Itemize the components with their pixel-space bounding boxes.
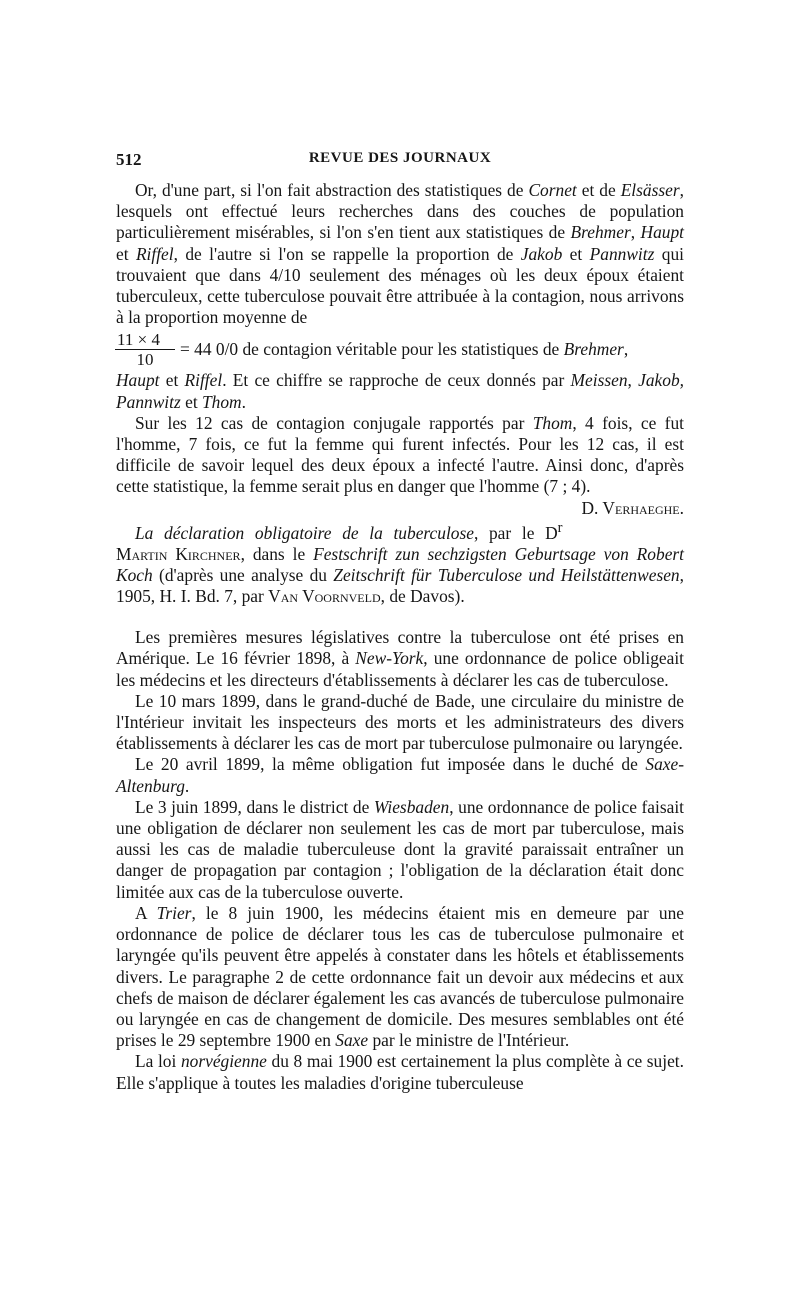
- author-name: Brehmer: [570, 222, 631, 243]
- text-run: . Et ce chiffre se rapproche de ceux donnés par: [222, 370, 571, 391]
- text-run: , une ordonnance de police faisait une obligation de déclarer non seulement les cas de mort par tuberculose, mais aussi les cas de maladie tuberculeuse dont la gravité paraissait entraîner un danger de propagation par contagion ; l'obligation de la déclaration était donc limitée aux cas de la tuberculose ouverte.: [116, 796, 684, 902]
- paragraph-wiesbaden: [116, 797, 684, 903]
- text-run: qui trouvaient que dans 4/10 seulement des ménages où les deux époux étaient tuberculeux, cette tuberculose pouvait être attribuée à la contagion, nous arrivons à la proportion moyenne de: [116, 243, 684, 328]
- text-run: La loi: [135, 1051, 181, 1072]
- author-name: Elsässer: [620, 180, 680, 200]
- place-name: New-York: [355, 648, 424, 669]
- author-name: Jakob: [520, 243, 563, 264]
- text-run: ,: [630, 222, 641, 243]
- article-heading: [116, 518, 684, 608]
- emphasis: norvégienne: [180, 1051, 267, 1072]
- text-run: , par le D: [473, 522, 558, 543]
- fraction-result-text: [180, 339, 628, 360]
- text-run: Sur les 12 cas de contagion conjugale rapportés par: [135, 412, 533, 433]
- text-run: Or, d'une part, si l'on fait abstraction des statistiques de: [135, 180, 529, 200]
- text-run: ,: [623, 338, 629, 359]
- text-run: , lesquels ont effectué leurs recherches dans des couches de population particulièrement misérables, si l'on s'en tient aux statistiques de: [116, 180, 684, 243]
- fraction-denominator: 10: [136, 349, 154, 369]
- text-run: ,: [627, 370, 639, 391]
- running-title: REVUE DES JOURNAUX: [308, 150, 492, 166]
- reviewer-signature: D. Verhaeghe.: [581, 497, 684, 518]
- text-run: (d'après une analyse du: [152, 564, 334, 585]
- text-run: Les premières mesures législatives contre la tuberculose ont été prises en Amérique. Le 16 février 1898, à: [116, 627, 684, 669]
- text-run: A: [135, 902, 157, 923]
- fraction-numerator: 11 × 4: [115, 330, 175, 350]
- text-run: et: [180, 391, 202, 412]
- text-run: .: [241, 391, 246, 412]
- source-title: Festschrift zun sechzigsten Geburtsage von Robert Koch: [116, 543, 685, 585]
- paragraph-america: [116, 627, 684, 691]
- text-run: , 4 fois, ce fut l'homme, 7 fois, ce fut la femme qui furent infectés. Pour les 12 cas, il est difficile de savoir lequel des deux époux a infecté l'autre. Ainsi donc, d'après cette statistique, la femme serait plus en danger que l'homme (7 ; 4).: [116, 412, 684, 497]
- text-run: , le 8 juin 1900, les médecins étaient mis en demeure par une ordonnance de police de déclarer tous les cas de tuberculose pulmonaire et laryngée qu'ils peuvent être appelés à constater dans les hôtels et établissements divers. Le paragraphe 2 de cette ordonnance fait un devoir aux médecins et aux chefs de maison de déclarer également les cas avancés de tuberculose pulmonaire ou laryngée en cas de changement de domicile. Des mesures semblables ont été prises le 29 septembre 1900 en: [116, 902, 684, 1051]
- author-name: Haupt: [116, 370, 160, 391]
- author-name: Cornet: [528, 180, 577, 200]
- text-run: et: [116, 243, 136, 264]
- article-author: Martin Kirchner: [116, 543, 241, 564]
- place-name: Wiesbaden: [373, 796, 450, 817]
- place-name: Trier: [156, 902, 192, 923]
- author-name: Brehmer: [563, 338, 624, 359]
- analyst-name: Van Voornveld: [268, 586, 381, 607]
- text-run: , de Davos).: [380, 586, 465, 607]
- text-run: Le 20 avril 1899, la même obligation fut imposée dans le duché de: [135, 754, 646, 775]
- author-name: Jakob, Pannwitz: [116, 370, 685, 412]
- paragraph-continuation: [116, 370, 684, 412]
- text-run: par le ministre de l'Intérieur.: [368, 1030, 570, 1051]
- text-run: et: [159, 370, 185, 391]
- text-run: .: [184, 775, 190, 796]
- place-name: Saxe: [335, 1030, 369, 1051]
- text-run: , dans le: [240, 543, 314, 564]
- running-header: [116, 150, 684, 176]
- author-name: Riffel: [184, 370, 223, 391]
- paragraph-contagion-statistics: [116, 180, 684, 328]
- text-run: Le 3 juin 1899, dans le district de: [135, 796, 374, 817]
- paragraph-bade: Le 10 mars 1899, dans le grand-duché de Bade, une circulaire du ministre de l'Intérieur invitait les inspecteurs des morts et les administrateurs des divers établissements à déclarer les cas de mort par tuberculose pulmonaire ou laryngée.: [116, 690, 684, 754]
- author-name: Haupt: [640, 222, 684, 243]
- place-name: Saxe-Altenburg: [116, 754, 684, 796]
- text-run: , 1905, H. I. Bd. 7, par: [116, 564, 684, 607]
- author-name: Riffel: [135, 243, 174, 264]
- text-run: et de: [576, 180, 621, 200]
- author-name: Pannwitz: [589, 243, 655, 264]
- paragraph-conjugal-contagion: [116, 412, 684, 518]
- text-run: r: [557, 519, 563, 536]
- text-run: , de l'autre si l'on se rappelle la proportion de: [173, 243, 521, 264]
- fraction: [116, 330, 174, 369]
- text-run: du 8 mai 1900 est certainement la plus complète à ce sujet. Elle s'applique à toutes les maladies d'origine tuberculeuse: [116, 1051, 684, 1093]
- paragraph-norway: [116, 1051, 684, 1093]
- paragraph-saxe-altenburg: [116, 754, 684, 796]
- author-name: Meissen: [570, 370, 628, 391]
- article-title: La déclaration obligatoire de la tuberculose: [135, 522, 474, 543]
- author-name: Thom: [202, 391, 242, 412]
- author-name: Thom: [532, 412, 573, 433]
- body-text: [116, 180, 684, 1094]
- fraction-formula-line: [116, 328, 684, 370]
- text-run: , une ordonnance de police obligeait les médecins et les directeurs d'établissements à déclarer les cas de tuberculose.: [116, 648, 685, 690]
- text-run: et: [562, 243, 590, 264]
- paragraph-trier: [116, 903, 684, 1051]
- page-number: 512: [116, 150, 142, 169]
- journal-title: Zeitschrift für Tuberculose und Heilstättenwesen: [333, 564, 680, 585]
- text-run: = 44 0/0 de contagion véritable pour les statistiques de: [180, 338, 564, 359]
